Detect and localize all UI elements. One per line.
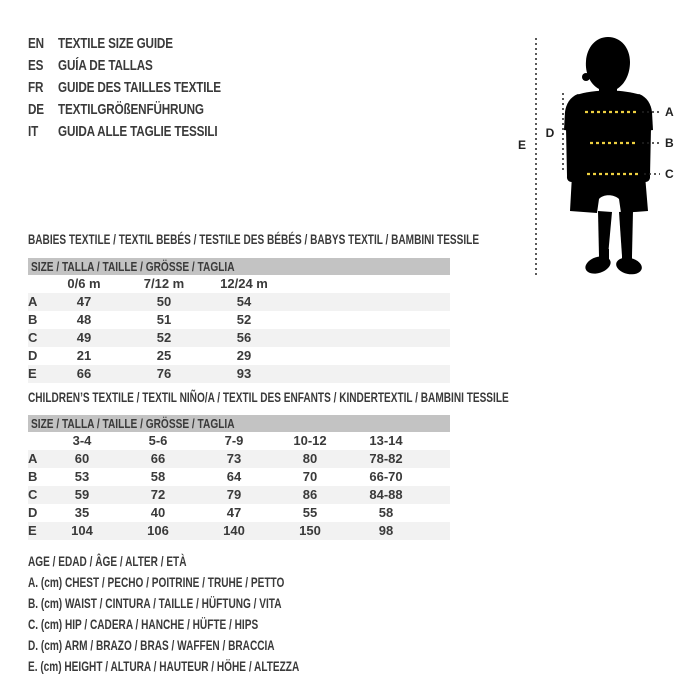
table-cell: 59 — [74, 487, 90, 502]
table-cell: 106 — [147, 523, 169, 538]
row-label: A — [28, 294, 38, 309]
table-row — [28, 311, 450, 329]
table-cell: 29 — [236, 348, 252, 363]
table-cell: 86 — [302, 487, 318, 502]
table-cell: 80 — [302, 451, 318, 466]
arm-label: D — [545, 126, 555, 140]
table-cell: 66 — [76, 366, 92, 381]
language-title: TEXTILE SIZE GUIDE — [58, 35, 173, 52]
language-row — [28, 77, 267, 99]
table-cell: 70 — [302, 469, 318, 484]
table-cell: 98 — [378, 523, 394, 538]
legend-row — [28, 635, 405, 656]
babies-section-title — [28, 231, 654, 247]
table-cell: 73 — [226, 451, 242, 466]
language-title: TEXTILGRÖßENFÜHRUNG — [58, 101, 204, 118]
table-cell: 53 — [74, 469, 90, 484]
language-row — [28, 33, 267, 55]
table-cell: 25 — [156, 348, 172, 363]
row-label: D — [28, 348, 38, 363]
hip-label: C — [665, 167, 674, 181]
language-title: GUIDA ALLE TAGLIE TESSILI — [58, 123, 218, 140]
table-row — [28, 468, 450, 486]
legend-row — [28, 656, 405, 677]
table-cell: 140 — [223, 523, 245, 538]
table-cell: 150 — [299, 523, 321, 538]
legend-text: B. (cm) WAIST / CINTURA / TAILLE / HÜFTUNG / VITA — [28, 595, 282, 611]
silhouette-right-shoe — [615, 255, 644, 276]
language-code: DE — [28, 101, 44, 118]
column-header: 13-14 — [369, 433, 403, 448]
silhouette-left-sleeve — [564, 94, 583, 132]
column-header: 12/24 m — [220, 276, 268, 291]
table-cell: 60 — [74, 451, 90, 466]
silhouette-left-arm — [566, 128, 579, 182]
table-row — [28, 293, 450, 311]
table-row — [28, 365, 450, 383]
silhouette-head — [586, 37, 630, 96]
language-code: FR — [28, 79, 44, 96]
language-list — [28, 33, 267, 143]
table-cell: 50 — [156, 294, 172, 309]
column-header-spacer — [28, 432, 44, 450]
table-cell: 51 — [156, 312, 172, 327]
table-cell: 54 — [236, 294, 252, 309]
legend-row — [28, 614, 405, 635]
table-cell: 66 — [150, 451, 166, 466]
row-cells — [44, 311, 284, 329]
table-cell: 76 — [156, 366, 172, 381]
column-header: 0/6 m — [67, 276, 101, 291]
column-header: 7/12 m — [143, 276, 185, 291]
silhouette-torso — [572, 91, 645, 178]
height-label: E — [517, 138, 527, 152]
legend-text: E. (cm) HEIGHT / ALTURA / HAUTEUR / HÖHE / ALTEZZA — [28, 658, 300, 674]
children-table-body — [28, 450, 450, 540]
table-cell: 58 — [378, 505, 394, 520]
table-row — [28, 486, 450, 504]
row-label: E — [28, 366, 37, 381]
table-cell: 72 — [150, 487, 166, 502]
table-row — [28, 347, 450, 365]
legend-row — [28, 551, 405, 572]
table-cell: 21 — [76, 348, 92, 363]
silhouette-right-sleeve — [634, 94, 653, 132]
row-label: B — [28, 469, 38, 484]
table-cell: 78-82 — [369, 451, 403, 466]
waist-label: B — [665, 136, 674, 150]
row-cells — [44, 468, 424, 486]
language-row — [28, 55, 267, 77]
table-cell: 66-70 — [369, 469, 403, 484]
column-header: 10-12 — [293, 433, 327, 448]
legend-row — [28, 572, 405, 593]
row-cells — [44, 329, 284, 347]
children-size-header-band — [28, 415, 450, 432]
row-label: A — [28, 451, 38, 466]
children-section-title — [28, 389, 696, 405]
language-code: ES — [28, 57, 44, 74]
language-code: EN — [28, 35, 44, 52]
table-row — [28, 450, 450, 468]
table-row — [28, 329, 450, 347]
legend-text: C. (cm) HIP / CADERA / HANCHE / HÜFTE / HIPS — [28, 616, 259, 632]
chest-label: A — [665, 105, 674, 119]
row-cells — [44, 504, 424, 522]
language-code: IT — [28, 123, 39, 140]
row-label: C — [28, 487, 38, 502]
column-header-spacer — [28, 275, 44, 293]
table-cell: 48 — [76, 312, 92, 327]
table-cell: 52 — [156, 330, 172, 345]
children-size-table — [28, 415, 450, 540]
row-label: B — [28, 312, 38, 327]
row-label: D — [28, 505, 38, 520]
table-cell: 47 — [76, 294, 92, 309]
row-cells — [44, 293, 284, 311]
table-cell: 93 — [236, 366, 252, 381]
babies-column-header-row — [28, 275, 450, 293]
table-cell: 56 — [236, 330, 252, 345]
table-cell: 79 — [226, 487, 242, 502]
row-cells — [44, 365, 284, 383]
row-cells — [44, 522, 424, 540]
table-row — [28, 504, 450, 522]
legend-row — [28, 593, 405, 614]
legend-text: AGE / EDAD / ÂGE / ALTER / ETÀ — [28, 553, 187, 569]
row-label: E — [28, 523, 37, 538]
column-header: 5-6 — [148, 433, 168, 448]
silhouette-ear — [582, 73, 590, 81]
legend-text: D. (cm) ARM / BRAZO / BRAS / WAFFEN / BRACCIA — [28, 637, 275, 653]
language-row — [28, 99, 267, 121]
table-cell: 58 — [150, 469, 166, 484]
table-cell: 84-88 — [369, 487, 403, 502]
language-title: GUIDE DES TAILLES TEXTILE — [58, 79, 221, 96]
table-cell: 40 — [150, 505, 166, 520]
table-cell: 49 — [76, 330, 92, 345]
language-title: GUÍA DE TALLAS — [58, 57, 153, 74]
table-cell: 35 — [74, 505, 90, 520]
table-cell: 64 — [226, 469, 242, 484]
children-section-title-text: CHILDREN’S TEXTILE / TEXTIL NIÑO/A / TEXTIL DES ENFANTS / KINDERTEXTIL / BAMBINI TESSILE — [28, 389, 509, 405]
legend-text: A. (cm) CHEST / PECHO / POITRINE / TRUHE / PETTO — [28, 574, 285, 590]
table-cell: 104 — [71, 523, 93, 538]
babies-section-title-text: BABIES TEXTILE / TEXTIL BEBÉS / TESTILE DES BÉBÉS / BABYS TEXTIL / BAMBINI TESSILE — [28, 231, 480, 247]
row-cells — [44, 486, 424, 504]
column-header: 7-9 — [224, 433, 244, 448]
row-label: C — [28, 330, 38, 345]
table-cell: 47 — [226, 505, 242, 520]
children-size-header-text: SIZE / TALLA / TAILLE / GRÖSSE / TAGLIA — [31, 416, 235, 431]
babies-size-header-text: SIZE / TALLA / TAILLE / GRÖSSE / TAGLIA — [31, 259, 235, 274]
children-column-header-row — [28, 432, 450, 450]
table-row — [28, 522, 450, 540]
babies-size-header-band — [28, 258, 450, 275]
row-cells — [44, 347, 284, 365]
silhouette-shorts — [570, 175, 648, 213]
table-cell: 55 — [302, 505, 318, 520]
table-cell: 52 — [236, 312, 252, 327]
babies-table-body — [28, 293, 450, 383]
measurement-legend — [28, 551, 405, 677]
language-row — [28, 121, 267, 143]
column-header: 3-4 — [72, 433, 92, 448]
row-cells — [44, 450, 424, 468]
babies-size-table — [28, 258, 450, 383]
